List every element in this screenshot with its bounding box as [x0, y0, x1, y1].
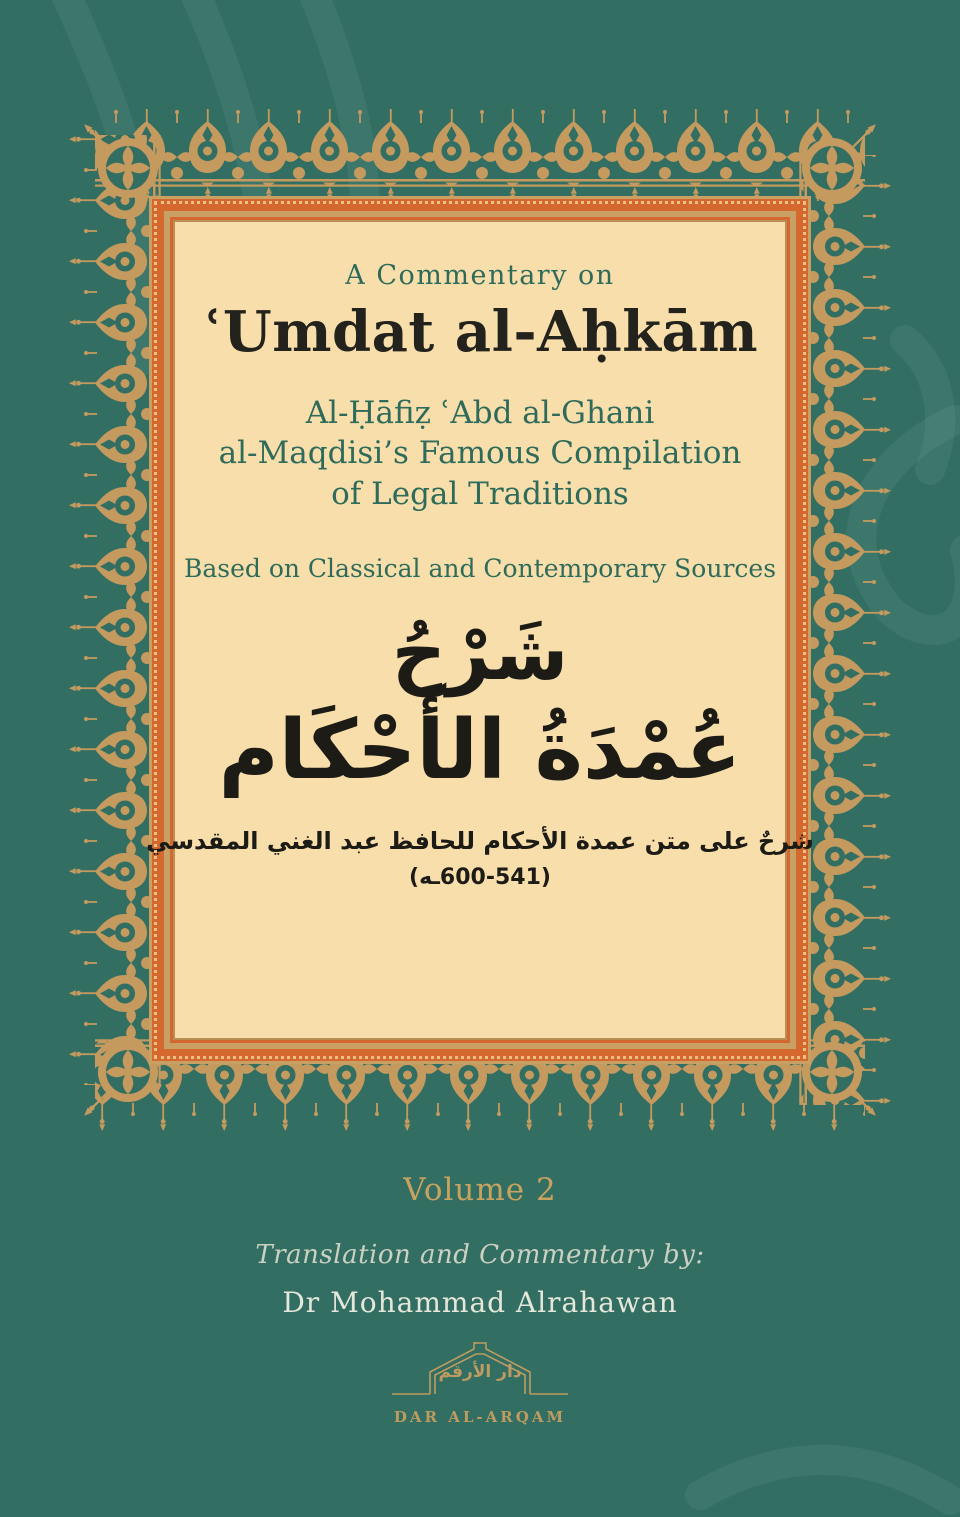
- volume-label: Volume 2: [403, 1172, 557, 1208]
- arabic-title-sharh: شَرْحُ: [391, 607, 569, 697]
- credit-label: Translation and Commentary by:: [255, 1240, 705, 1270]
- title-panel: [146, 222, 814, 1038]
- subtitle-line: Al-Ḥāfiẓ ʿAbd al-Ghani: [305, 395, 655, 431]
- logo-mark: [390, 1342, 570, 1406]
- series-label: A Commentary on: [345, 260, 615, 291]
- logo-arabic-name: دار الأرقم: [438, 1362, 522, 1382]
- arabic-title-main: عُمْدَةُ الأَحْكَام: [218, 703, 742, 799]
- subtitle-line: al-Maqdisi’s Famous Compilation: [218, 435, 742, 472]
- book-title: ʿUmdat al-Aḥkām: [201, 299, 759, 365]
- book-subtitle: [219, 393, 742, 514]
- publisher-logo: [0, 1342, 960, 1426]
- arabic-dates: (هـ600-541): [409, 864, 551, 890]
- publisher-name: DAR AL-ARQAM: [393, 1408, 567, 1426]
- tagline: Based on Classical and Contemporary Sources: [183, 553, 777, 583]
- arabic-subtitle: شرحٌ على متن عمدة الأحكام للحافظ عبد الغني المقدسي: [146, 826, 814, 855]
- subtitle-line: of Legal Traditions: [331, 475, 629, 512]
- translator-name: Dr Mohammad Alrahawan: [282, 1286, 678, 1319]
